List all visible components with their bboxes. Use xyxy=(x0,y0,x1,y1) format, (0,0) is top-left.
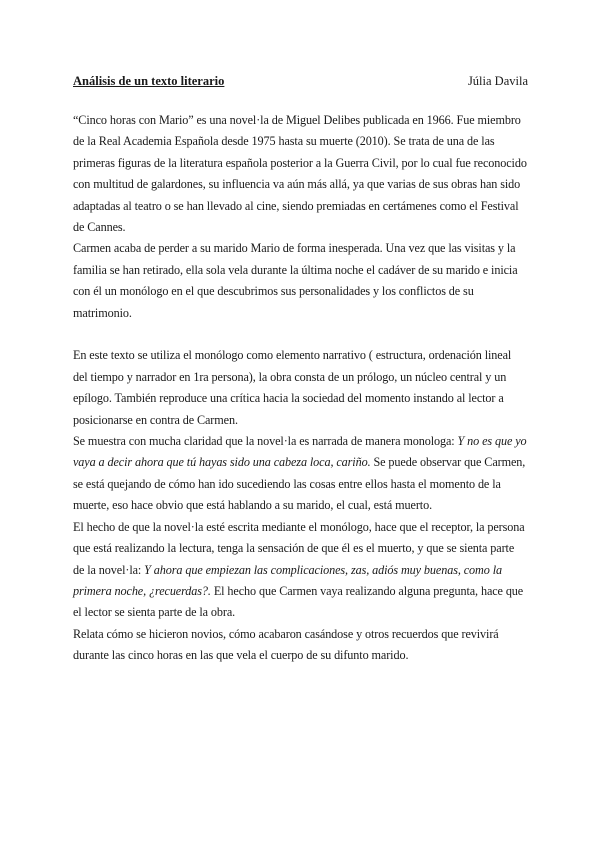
paragraph-reader-text: El hecho de que la novel·la esté escrita mediante el monólogo, hace que el receptor, la persona que está realizando la lectura, tenga la sensación de que él es el muerto, y que se sienta parte de la novel·la: xyxy=(73,519,525,577)
document-body xyxy=(73,110,528,667)
document-title: Análisis de un texto literario xyxy=(73,74,225,88)
quote-cabeza-loca: Y no es que yo vaya a decir ahora que tú hayas sido una cabeza loca, cariño. xyxy=(73,434,527,470)
paragraph-memories: Relata cómo se hicieron novios, cómo acabaron casándose y otros recuerdos que revivirá durante las cinco horas en las que vela el cuerpo de su difunto marido. xyxy=(73,626,499,663)
paragraph-monologue-text-end: Se puede observar que Carmen, se está quejando de cómo han ido sucediendo las cosas entre ellos hasta el momento de la muerte, eso hace obvio que está hablando a su marido, el cual, está muerto. xyxy=(73,455,526,513)
paragraph-intro: “Cinco horas con Mario” es una novel·la de Miguel Delibes publicada en 1966. Fue miembro de la Real Academia Española desde 1975 hasta su muerte (2010). Se trata de una de las primeras figuras de la literatura española posterior a la Guerra Civil, por lo cual fue reconocido con multitud de galardones, su influencia va aún más allá, ya que varias de sus obras han sido adaptadas al teatro o se han llevado al cine, siendo premiadas en certámenes como el Festival de Cannes. xyxy=(73,113,527,235)
paragraph-monologue xyxy=(73,431,528,517)
paragraph-monologue-text: Se muestra con mucha claridad que la novel·la es narrada de manera monologa: xyxy=(73,434,458,449)
paragraph-structure: En este texto se utiliza el monólogo como elemento narrativo ( estructura, ordenación lineal del tiempo y narrador en 1ra persona), la obra consta de un prólogo, un núcleo central y un epílogo. También reproduce una crítica hacia la sociedad del momento instando al lector a posicionarse en contra de Carmen. xyxy=(73,348,512,427)
paragraph-reader xyxy=(73,517,528,624)
paragraph-plot: Carmen acaba de perder a su marido Mario de forma inesperada. Una vez que las visitas y la familia se han retirado, ella sola vela durante la última noche el cadáver de su marido e inicia con él un monólogo en el que descubrimos sus personalidades y los conflictos de su matrimonio. xyxy=(73,241,518,320)
quote-complicaciones: Y ahora que empiezan las complicaciones, zas, adiós muy buenas, como la primera noche, ¿recuerdas?. xyxy=(73,562,502,598)
paragraph-reader-text-end: El hecho que Carmen vaya realizando alguna pregunta, hace que el lector se sienta parte de la obra. xyxy=(73,583,524,620)
document-header xyxy=(73,73,528,89)
author-name: Júlia Davila xyxy=(467,74,528,88)
